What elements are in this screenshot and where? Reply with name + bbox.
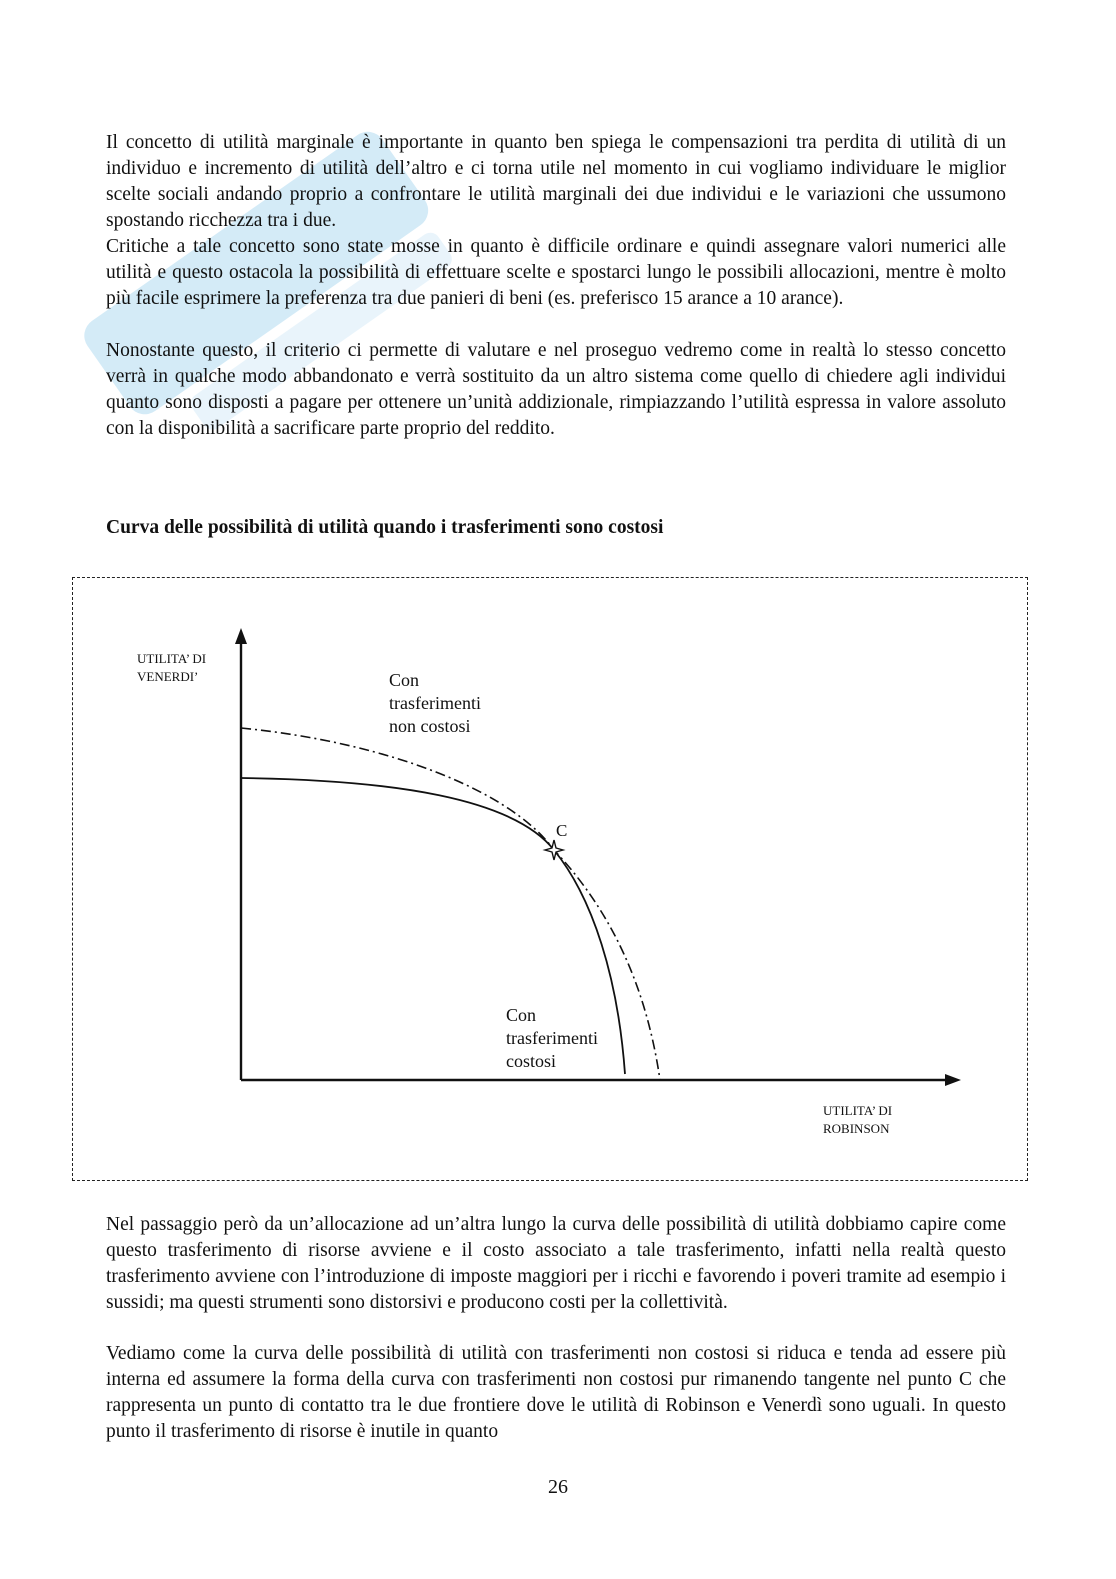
point-c-label: C [556,821,568,840]
x-axis-label: UTILITA’ DI ROBINSON [823,1103,893,1136]
paragraph-marginal-utility: Il concetto di utilità marginale è importante in quanto ben spiega le compensazioni tra perdita di utilità di un individuo e incremento di utilità dell’altro e ci torna utile nel momento in cui vogliamo individuare le miglior scelte sociali andando proprio a confrontare le utilità marginali dei due individui e le variazioni che ussumono spostando ricchezza tra i due. [106,132,1006,231]
paragraph-critiques: Critiche a tale concetto sono state mosse in quanto è difficile ordinare e quindi assegnare valori numerici alle utilità e questo ostacola la possibilità di effettuare scelte e spostarci lungo le possibili allocazioni, mentre è molto più facile esprimere la preferenza tra due panieri di beni (es. preferisco 15 arance a 10 arance). [106,236,1006,309]
paragraph-transfer-cost: Nel passaggio però da un’allocazione ad un’altra lungo la curva delle possibilità di utilità dobbiamo capire come questo trasferimento di risorse avviene e il costo associato a tale trasferimento, infatti nella realtà questo trasferimento avviene con l’introduzione di imposte maggiori per i ricchi e favorendo i poveri tramite ad esempio i sussidi; ma questi strumenti sono distorsivi e producono costi per la collettività. [106,1214,1006,1313]
section-heading: Curva delle possibilità di utilità quando i trasferimenti sono costosi [106,517,664,538]
y-axis-arrowhead [235,628,247,644]
y-axis-label: UTILITA’ DI VENERDI’ [137,651,207,684]
utility-possibility-figure [72,577,1028,1181]
x-axis-arrowhead [945,1074,961,1086]
page-number: 26 [548,1476,568,1498]
paragraph-criterion: Nonostante questo, il criterio ci permette di valutare e nel proseguo vedremo come in realtà lo stesso concetto verrà in qualche modo abbandonato e verrà sostituito da un altro sistema come quello di chiedere agli individui quanto sono disposti a pagare per ottenere un’unità addizionale, rimpiazzando l’utilità espressa in valore assoluto con la disponibilità a sacrificare parte proprio del reddito. [106,340,1006,439]
label-non-costly-transfers: Con trasferimenti non costosi [389,670,481,736]
paragraph-curve-comparison: Vediamo come la curva delle possibilità di utilità con trasferimenti non costosi si riduca e tenda ad essere più interna ed assumere la forma della curva con trasferimenti non costosi pur rimanendo tangente nel punto C che rappresenta un punto di contatto tra le due frontiere dove le utilità di Robinson e Venerdì sono uguali. In questo punto il trasferimento di risorse è inutile in quanto [106,1343,1006,1442]
figure-drawing [73,578,1029,1182]
label-costly-transfers: Con trasferimenti costosi [506,1005,598,1071]
